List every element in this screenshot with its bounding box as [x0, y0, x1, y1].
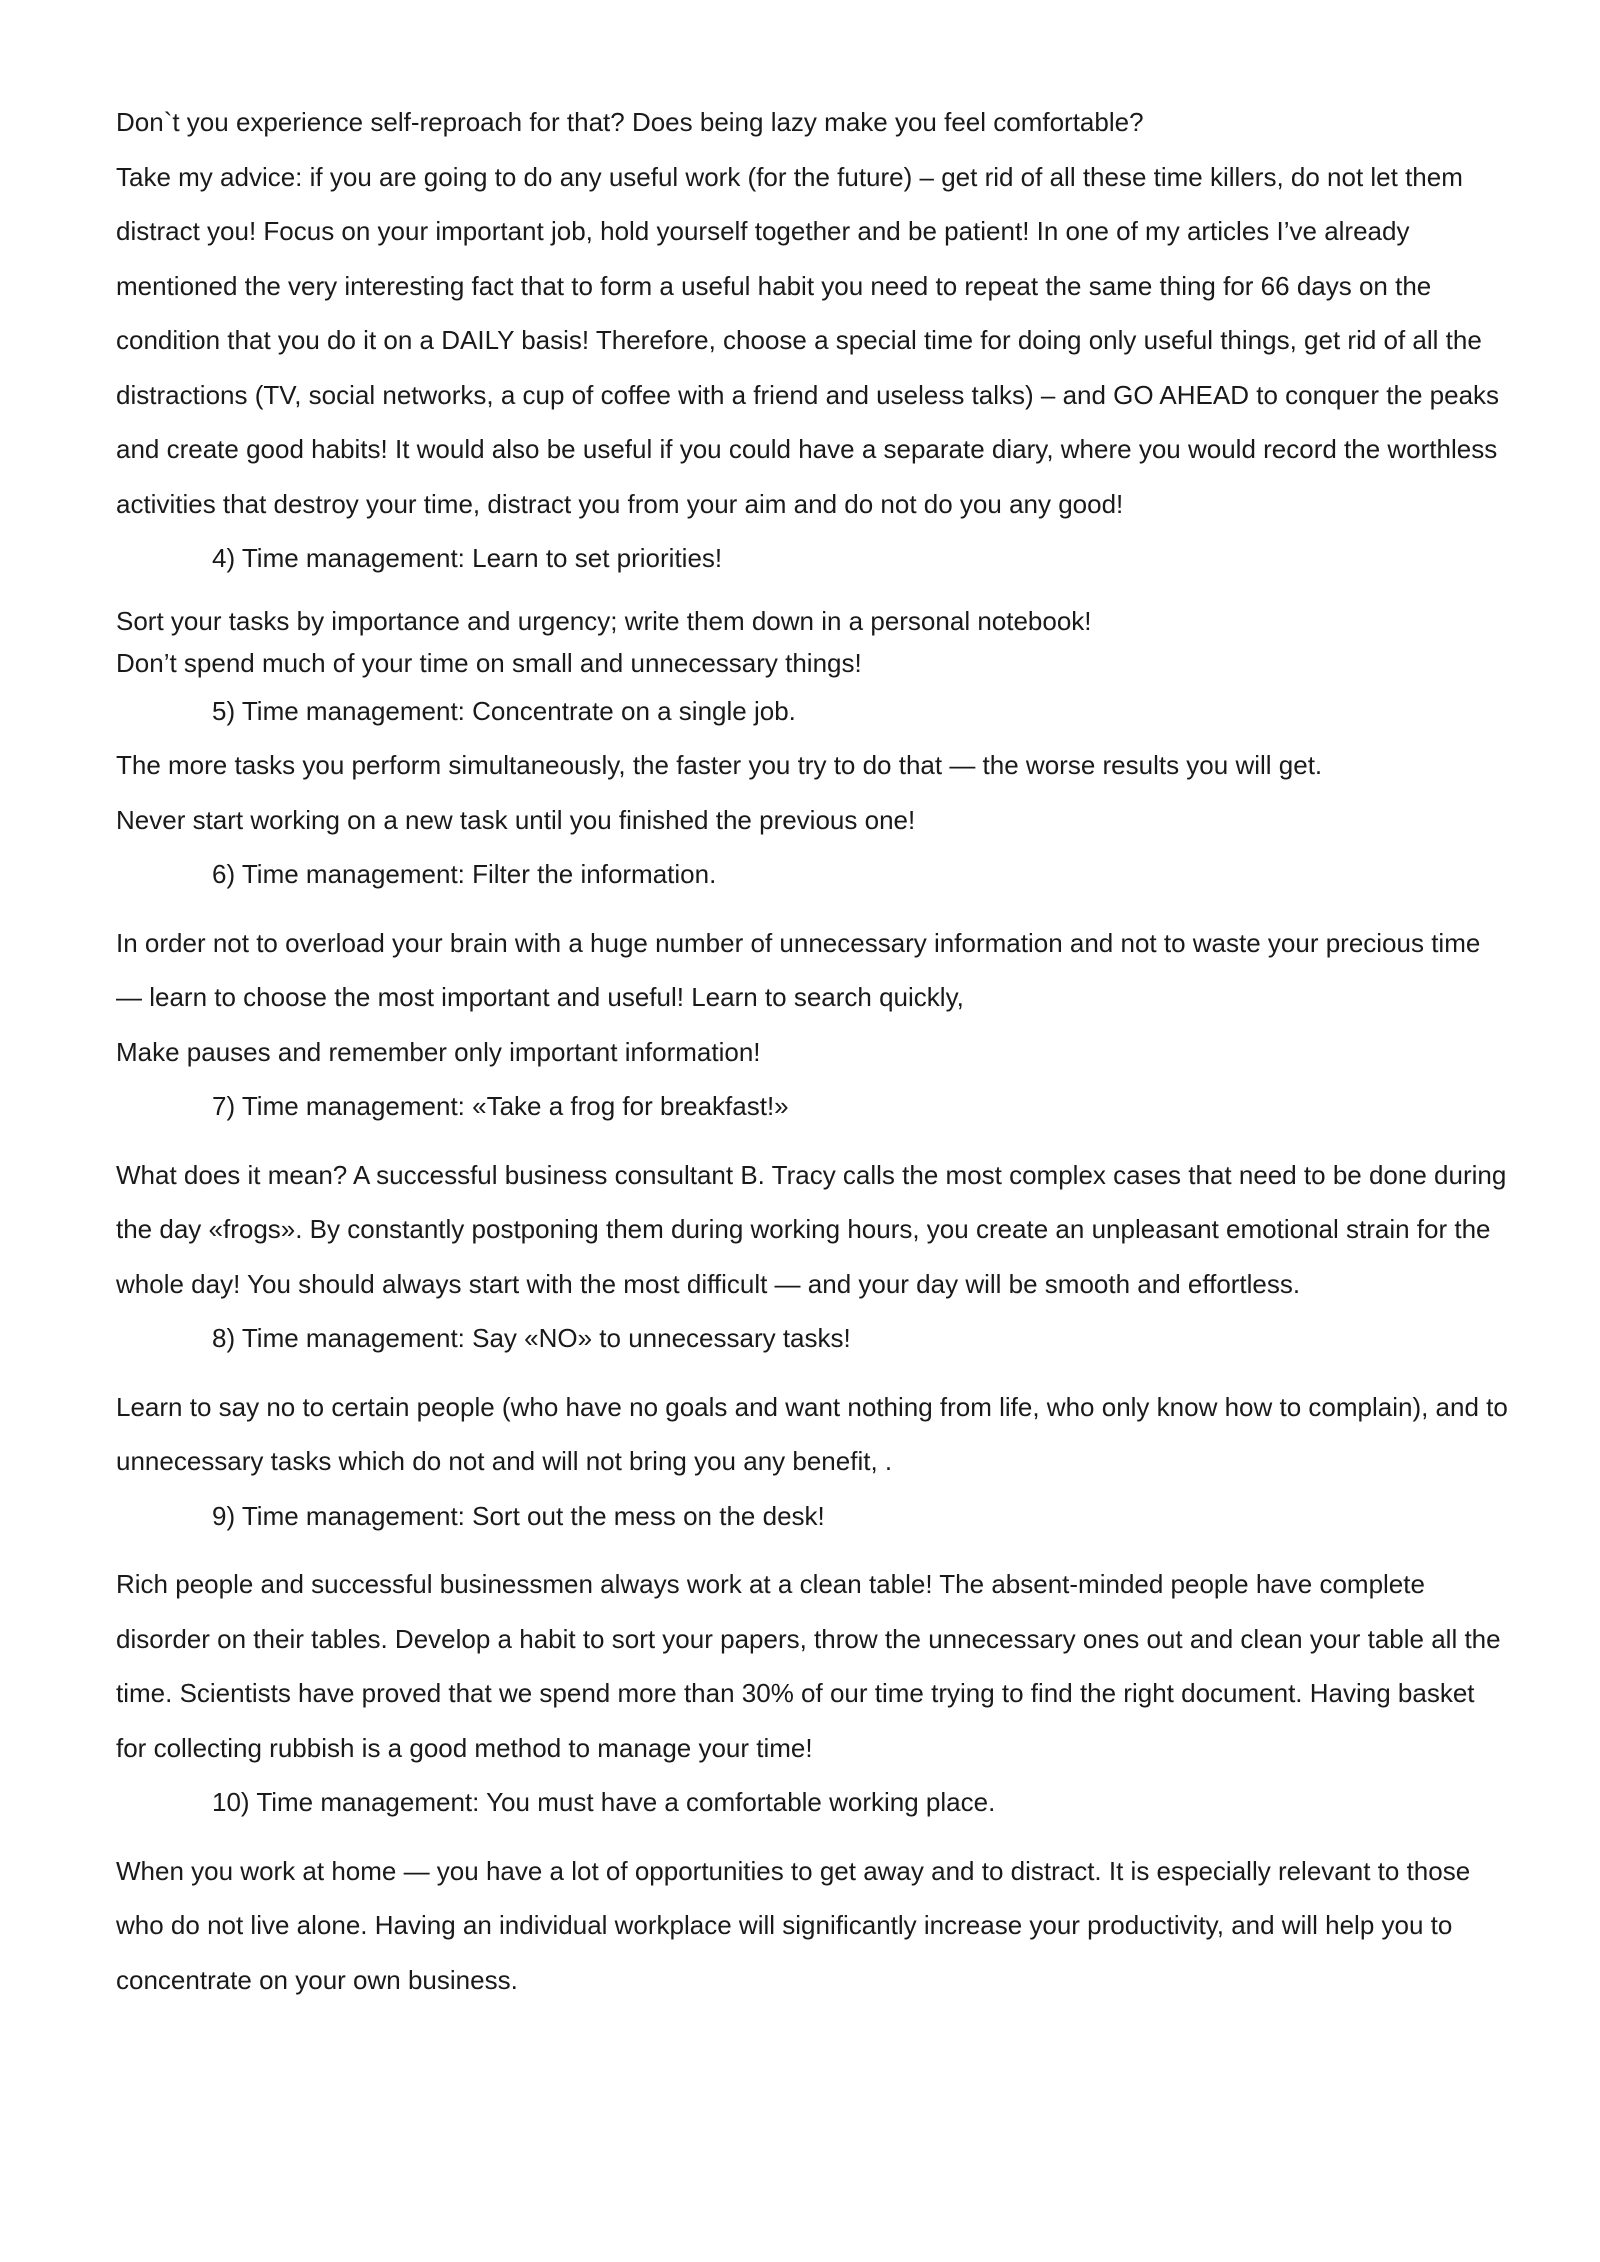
section-heading-5: 5) Time management: Concentrate on a single job.: [212, 695, 796, 726]
intro-paragraph-1: Don`t you experience self-reproach for that? Does being lazy make you feel comfortable?: [116, 107, 1144, 137]
section-4-paragraph-1: Sort your tasks by importance and urgency; write them down in a personal notebook!: [116, 605, 1092, 636]
section-6-paragraph-2: Make pauses and remember only important information!: [116, 1036, 761, 1067]
section-7-paragraph-1: What does it mean? A successful business consultant B. Tracy calls the most complex cases that need to be done during the day «frogs». By constantly postponing them during working hours, you create an unpleasant emotional strain for the whole day! You should always start with the most difficult — and your day will be smooth and effortless.: [116, 1159, 1507, 1299]
section-heading-6: 6) Time management: Filter the information.: [212, 859, 717, 889]
section-8-paragraph-1: Learn to say no to certain people (who have no goals and want nothing from life, who only know how to complain), and to unnecessary tasks which do not and will not bring you any benefit, .: [116, 1391, 1508, 1476]
section-6-paragraph-1: In order not to overload your brain with a huge number of unnecessary information and not to waste your precious time — learn to choose the most important and useful! Learn to search quickly,: [116, 927, 1481, 1012]
section-9-paragraph-1: Rich people and successful businessmen always work at a clean table! The absent-minded people have complete disorder on their tables. Develop a habit to sort your papers, throw the unnecessary ones out and clean your table all the time. Scientists have proved that we spend more than 30% of our time trying to find the right document. Having basket for collecting rubbish is a good method to manage your time!: [116, 1569, 1501, 1763]
section-4-paragraph-2: Don’t spend much of your time on small and unnecessary things!: [116, 647, 862, 678]
section-heading-8: 8) Time management: Say «NO» to unnecessary tasks!: [212, 1323, 851, 1353]
intro-paragraph-2: Take my advice: if you are going to do any useful work (for the future) – get rid of all these time killers, do not let them distract you! Focus on your important job, hold yourself together and be patient! In one of my articles I’ve already mentioned the very interesting fact that to form a useful habit you need to repeat the same thing for 66 days on the condition that you do it on a DAILY basis! Therefore, choose a special time for doing only useful things, get rid of all the distractions (TV, social networks, a cup of coffee with a friend and useless talks) – and GO AHEAD to conquer the peaks and create good habits! It would also be useful if you could have a separate diary, where you would record the worthless activities that destroy your time, distract you from your aim and do not do you any good!: [116, 161, 1500, 519]
section-10-paragraph-1: When you work at home — you have a lot of opportunities to get away and to distract. It is especially relevant to those who do not live alone. Having an individual workplace will significantly increase your productivity, and will help you to concentrate on your own business.: [116, 1855, 1471, 1995]
section-5-paragraph-1: The more tasks you perform simultaneously, the faster you try to do that — the worse results you will get.: [116, 750, 1323, 780]
document-page: [116, 95, 1511, 2007]
section-5-paragraph-2: Never start working on a new task until you finished the previous one!: [116, 804, 916, 835]
section-heading-9: 9) Time management: Sort out the mess on the desk!: [212, 1500, 825, 1531]
section-heading-10: 10) Time management: You must have a comfortable working place.: [212, 1787, 996, 1817]
section-heading-4: 4) Time management: Learn to set priorities!: [212, 543, 723, 573]
section-heading-7: 7) Time management: «Take a frog for breakfast!»: [212, 1091, 789, 1121]
